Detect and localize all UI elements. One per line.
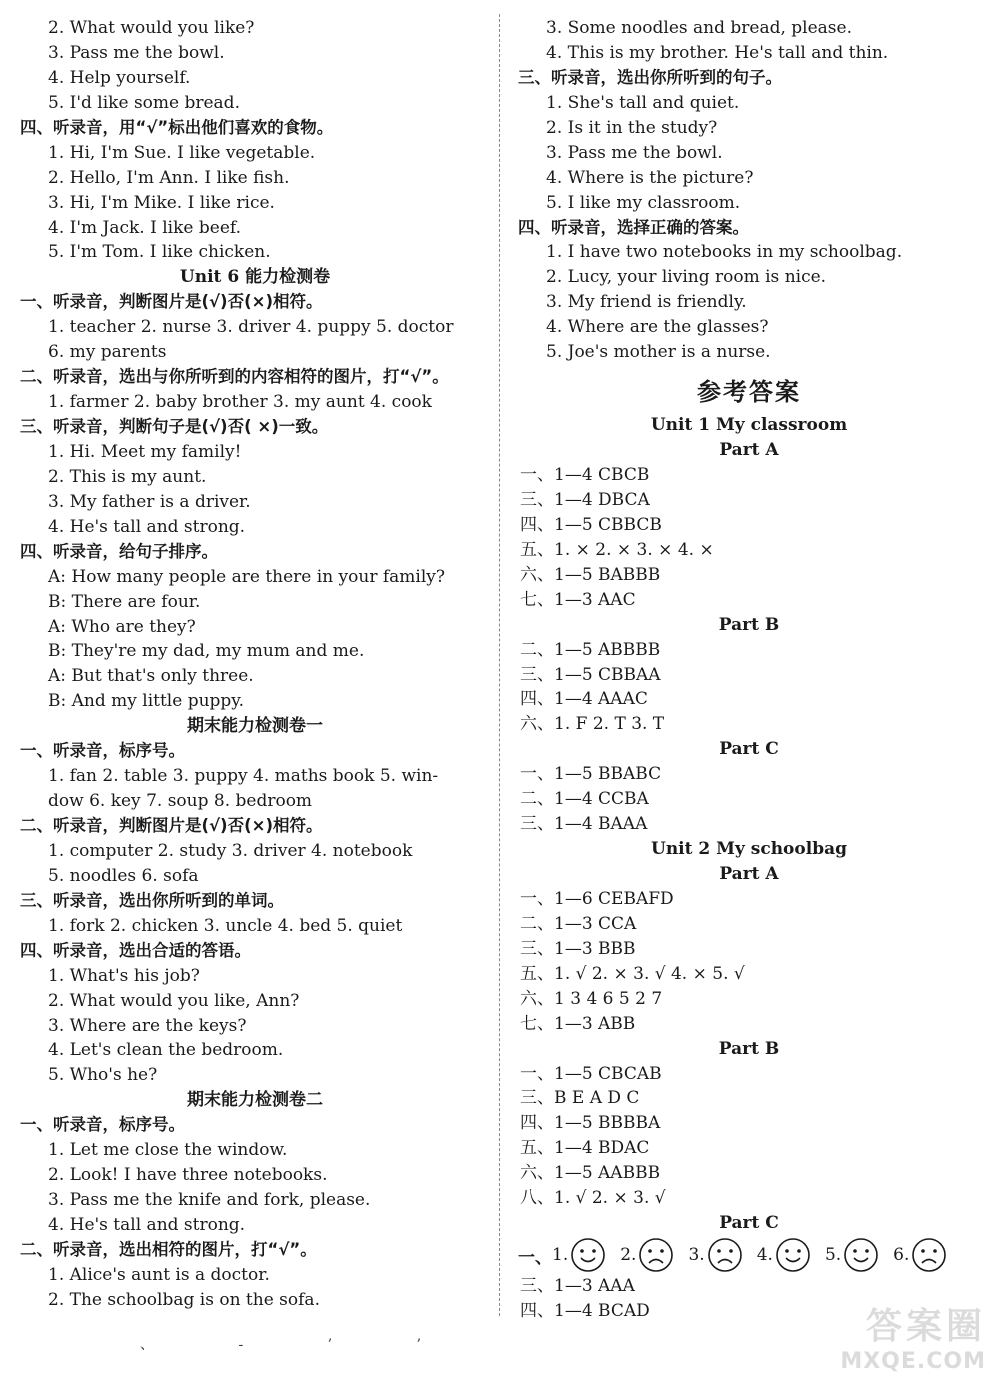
face-answer [757,1237,811,1273]
text-line: 1. Hi, I'm Sue. I like vegetable. [48,142,316,163]
answer-line: 一、1—5 BBABC [520,764,662,785]
text-line: 1. fan 2. table 3. puppy 4. maths book 5. win- [48,766,439,787]
section-heading: 三、听录音，判断句子是(√)否( ×)一致。 [20,417,329,436]
text-line: 4. He's tall and strong. [48,1215,246,1235]
text-line: 5. Who's he? [48,1065,158,1086]
text-line: 3. Hi, I'm Mike. I like rice. [48,192,275,213]
section-title: Part C [719,739,779,760]
text-line: 1. Let me close the window. [48,1140,288,1161]
text-line: 3. Where are the keys? [48,1015,247,1036]
answer-line: 八、1. √ 2. × 3. √ [520,1188,666,1209]
text-line: 2. Hello, I'm Ann. I like fish. [48,167,290,188]
smiley-face-icon [775,1237,811,1273]
right-column [518,16,980,1324]
faces-answer-row [518,1236,980,1274]
text-line: 1. farmer 2. baby brother 3. my aunt 4. cook [48,392,432,413]
watermark-bottom: MXQE.COM [840,1349,986,1374]
answer-line: 二、1—5 ABBBB [520,639,661,660]
smiley-face-icon [570,1237,606,1273]
answer-line: 一、1—5 CBCAB [520,1063,662,1084]
answer-line: 六、1 3 4 6 5 2 7 [520,988,663,1009]
text-line: 1. What's his job? [48,965,200,986]
section-title: Part C [719,1213,779,1234]
text-line: A: But that's only three. [48,666,254,687]
text-line: B: They're my dad, my mum and me. [48,641,365,662]
text-line: 1. I have two notebooks in my schoolbag. [546,242,903,263]
text-line: 1. Alice's aunt is a doctor. [48,1264,270,1285]
left-column [20,16,490,1313]
text-line: 3. My friend is friendly. [546,292,747,313]
section-heading: 一、听录音，判断图片是(√)否(×)相符。 [20,292,323,312]
sad-face-icon [911,1237,947,1273]
answer-line: 一、1—4 CBCB [520,465,650,485]
text-line: 4. Let's clean the bedroom. [48,1040,284,1061]
text-line: 5. I'd like some bread. [48,92,240,113]
section-title: Unit 6 能力检测卷 [179,267,331,288]
face-answer [825,1237,879,1273]
face-number: 2. [620,1245,637,1266]
section-heading: 三、听录音，选出你所听到的句子。 [518,67,782,87]
faces-prefix: 一、 [518,1247,552,1268]
text-line: 3. Pass me the bowl. [546,142,723,163]
face-number: 3. [688,1245,705,1266]
answer-key-list [518,413,980,1236]
sad-face-icon [638,1237,674,1273]
face-answer [620,1237,674,1273]
right-top-section [518,16,980,365]
answer-line: 四、1—5 CBBCB [520,514,662,535]
watermark-logo [786,1298,986,1378]
footer-marks: 、 - ’ ’ [140,1337,461,1353]
text-line: 2. Is it in the study? [546,117,718,138]
answer-line: 四、1—5 BBBBA [520,1113,661,1134]
text-line: 3. My father is a driver. [48,491,251,512]
text-line: 5. noodles 6. sofa [48,865,199,886]
answer-line: 三、1—4 BAAA [520,814,648,835]
answer-line: 六、1. F 2. T 3. T [520,714,665,735]
section-heading: 三、听录音，选出你所听到的单词。 [20,890,284,910]
section-heading: 四、听录音，用“√”标出他们喜欢的食物。 [20,117,334,137]
section-title: Unit 1 My classroom [650,415,848,436]
answer-line: 三、1—4 DBCA [520,489,650,510]
text-line: 4. Where are the glasses? [546,317,769,338]
answer-line: 三、1—5 CBBAA [520,664,661,685]
section-title: Unit 2 My schoolbag [651,839,847,860]
section-heading: 四、听录音，给句子排序。 [20,541,218,561]
smiley-face-icon [843,1237,879,1273]
column-divider [499,14,500,1316]
text-line: 1. computer 2. study 3. driver 4. notebook [48,840,413,861]
text-line: 1. She's tall and quiet. [546,92,740,113]
text-line: 2. Lucy, your living room is nice. [546,267,827,288]
face-answer [552,1237,606,1273]
text-line: 4. This is my brother. He's tall and thin. [546,42,889,63]
text-line: 2. Look! I have three notebooks. [48,1165,328,1186]
section-title: Part B [718,614,780,635]
text-line: 2. The schoolbag is on the sofa. [48,1289,320,1310]
text-line: 3. Pass me the knife and fork, please. [48,1190,371,1211]
answer-line: 五、1—4 BDAC [520,1138,650,1159]
face-answer [893,1237,947,1273]
text-line: 5. I like my classroom. [546,192,741,213]
section-title: Part A [719,440,779,461]
answer-line: 二、1—3 CCA [520,913,637,934]
text-line: 2. What would you like? [48,18,255,38]
face-number: 6. [893,1245,910,1266]
section-heading: 二、听录音，选出相符的图片，打“√”。 [20,1239,317,1259]
answer-line: 四、1—4 BCAD [520,1301,650,1321]
text-line: 5. I'm Tom. I like chicken. [48,242,271,263]
watermark-top: 答案圈 [865,1306,986,1347]
text-line: B: And my little puppy. [48,691,245,712]
face-number: 5. [824,1245,842,1266]
text-line: 1. fork 2. chicken 3. uncle 4. bed 5. quiet [48,915,403,936]
answer-line: 六、1—5 BABBB [520,564,661,585]
section-heading: 二、听录音，判断图片是(√)否(×)相符。 [20,816,323,835]
answer-line: 二、1—4 CCBA [520,789,649,810]
text-line: 4. Where is the picture? [546,167,754,188]
section-title: 期末能力检测卷一 [187,716,323,737]
answer-line: 三、B E A D C [520,1088,640,1109]
answer-line: 七、1—3 ABB [520,1013,636,1034]
text-line: 1. teacher 2. nurse 3. driver 4. puppy 5. doctor [48,317,454,338]
section-heading: 一、听录音，标序号。 [20,741,185,761]
text-line: A: Who are they? [48,616,196,637]
face-answer [688,1237,742,1273]
answer-line: 六、1—5 AABBB [520,1163,661,1184]
section-heading: 四、听录音，选择正确的答案。 [518,217,749,237]
section-title: 期末能力检测卷二 [187,1090,323,1111]
text-line: 3. Pass me the bowl. [48,42,225,63]
text-line: 6. my parents [48,342,167,363]
text-line: 2. This is my aunt. [48,466,207,487]
answer-key-title: 参考答案 [697,378,801,407]
text-line: 5. Joe's mother is a nurse. [546,342,771,363]
section-title: Part B [718,1038,780,1059]
text-line: 4. Help yourself. [48,67,191,88]
face-number: 4. [756,1245,773,1266]
text-line: A: How many people are there in your family? [48,566,446,587]
text-line: dow 6. key 7. soup 8. bedroom [48,791,313,812]
section-heading: 二、听录音，选出与你所听到的内容相符的图片，打“√”。 [20,367,449,387]
answer-line: 一、1—6 CEBAFD [520,888,674,909]
text-line: 1. Hi. Meet my family! [48,441,242,462]
answer-line: 三、1—3 AAA [520,1276,635,1297]
answer-line: 七、1—3 AAC [520,589,636,610]
sad-face-icon [707,1237,743,1273]
text-line: 2. What would you like, Ann? [48,990,300,1011]
section-title: Part A [719,864,779,884]
answer-line: 三、1—3 BBB [520,938,636,959]
text-line: 4. I'm Jack. I like beef. [48,217,241,238]
answer-line: 四、1—4 AAAC [520,689,648,710]
text-line: 3. Some noodles and bread, please. [546,18,852,38]
answer-line: 五、1. √ 2. × 3. √ 4. × 5. √ [520,963,745,984]
answer-line: 五、1. × 2. × 3. × 4. × [520,539,714,560]
text-line: B: There are four. [48,591,201,612]
section-heading: 一、听录音，标序号。 [20,1115,185,1135]
section-heading: 四、听录音，选出合适的答语。 [20,940,251,960]
text-line: 4. He's tall and strong. [48,516,246,537]
face-number: 1. [552,1245,569,1266]
